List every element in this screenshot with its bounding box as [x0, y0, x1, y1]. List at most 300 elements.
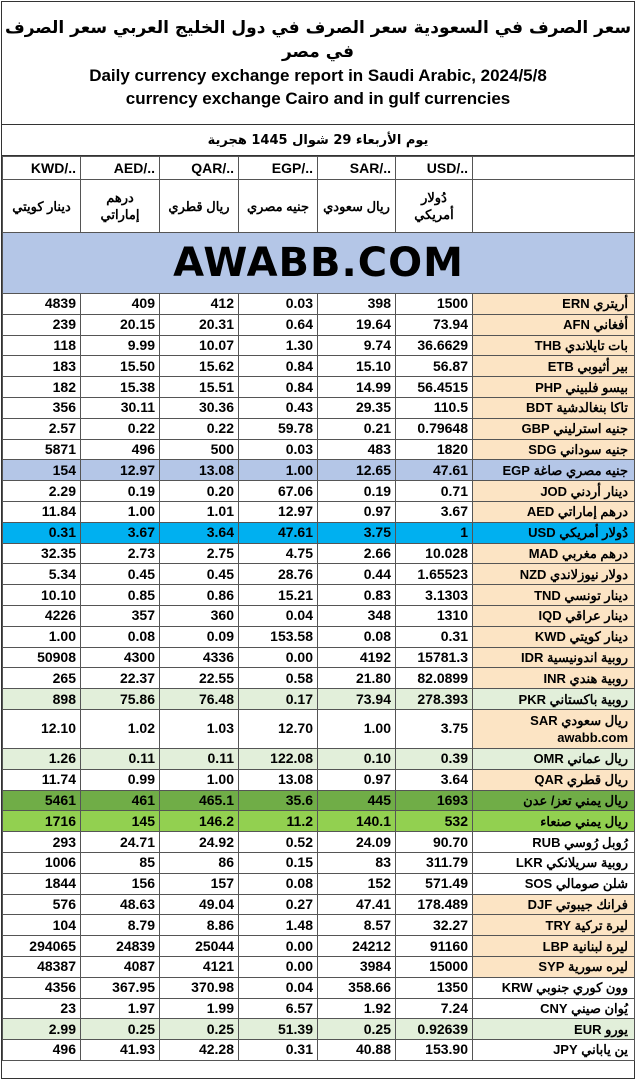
rate-cell-qar: 15.62 [160, 356, 239, 377]
rate-cell-kwd: 4356 [3, 977, 81, 998]
rate-cell-sar: 0.08 [318, 626, 396, 647]
rate-cell-qar: 10.07 [160, 335, 239, 356]
table-row [3, 709, 635, 748]
rate-cell-egp: 47.61 [239, 522, 318, 543]
rate-cell-usd: 311.79 [396, 852, 473, 873]
table-row [3, 605, 635, 626]
rate-cell-egp: 0.03 [239, 294, 318, 315]
rate-cell-usd: 0.92639 [396, 1019, 473, 1040]
table-row [3, 356, 635, 377]
currency-name: دينار كويتي KWD [473, 626, 635, 647]
rate-cell-aed: 0.85 [81, 585, 160, 606]
table-row [3, 811, 635, 832]
currency-name: روبية هندي INR [473, 668, 635, 689]
rate-cell-kwd: 239 [3, 314, 81, 335]
rate-cell-kwd: 1844 [3, 873, 81, 894]
rate-cell-egp: 1.00 [239, 460, 318, 481]
table-row [3, 769, 635, 790]
rate-cell-aed: 0.22 [81, 418, 160, 439]
rate-cell-egp: 13.08 [239, 769, 318, 790]
currency-name: ريال يمني تعز/ عدن [473, 790, 635, 811]
rate-cell-qar: 465.1 [160, 790, 239, 811]
rate-cell-usd: 1 [396, 522, 473, 543]
rate-cell-sar: 9.74 [318, 335, 396, 356]
rate-cell-kwd: 4226 [3, 605, 81, 626]
rate-cell-kwd: 576 [3, 894, 81, 915]
table-row [3, 689, 635, 710]
col-code-kwd: KWD/.. [3, 157, 81, 180]
rate-cell-kwd: 2.99 [3, 1019, 81, 1040]
rate-cell-aed: 1.02 [81, 709, 160, 748]
rate-cell-egp: 0.08 [239, 873, 318, 894]
report-title [2, 2, 634, 125]
rate-cell-qar: 4121 [160, 956, 239, 977]
currency-name: درهم مغربي MAD [473, 543, 635, 564]
rate-cell-usd: 1350 [396, 977, 473, 998]
rate-cell-egp: 153.58 [239, 626, 318, 647]
rate-cell-qar: 0.22 [160, 418, 239, 439]
rate-cell-qar: 24.92 [160, 832, 239, 853]
rate-cell-aed: 0.19 [81, 481, 160, 502]
rate-cell-egp: 1.48 [239, 915, 318, 936]
rate-cell-usd: 3.75 [396, 709, 473, 748]
rate-cell-sar: 398 [318, 294, 396, 315]
rate-cell-aed: 409 [81, 294, 160, 315]
currency-name: جنيه مصري صاغة EGP [473, 460, 635, 481]
rate-cell-qar: 22.55 [160, 668, 239, 689]
rate-cell-kwd: 183 [3, 356, 81, 377]
table-row [3, 377, 635, 398]
rate-cell-qar: 2.75 [160, 543, 239, 564]
table-row [3, 647, 635, 668]
currency-name: ريال سعودي SAR awabb.com [473, 709, 635, 748]
rate-cell-sar: 0.21 [318, 418, 396, 439]
col-name-blank [473, 180, 635, 233]
rate-cell-kwd: 265 [3, 668, 81, 689]
rate-cell-egp: 51.39 [239, 1019, 318, 1040]
rate-cell-egp: 0.43 [239, 397, 318, 418]
table-row [3, 956, 635, 977]
rate-cell-egp: 0.03 [239, 439, 318, 460]
rate-cell-sar: 0.83 [318, 585, 396, 606]
rate-cell-sar: 24.09 [318, 832, 396, 853]
rate-cell-qar: 1.00 [160, 769, 239, 790]
rate-cell-aed: 41.93 [81, 1040, 160, 1061]
rate-cell-kwd: 496 [3, 1040, 81, 1061]
table-row [3, 873, 635, 894]
rate-cell-usd: 178.489 [396, 894, 473, 915]
rate-cell-qar: 0.25 [160, 1019, 239, 1040]
table-row [3, 852, 635, 873]
rate-cell-kwd: 356 [3, 397, 81, 418]
rate-cell-sar: 24212 [318, 936, 396, 957]
rate-cell-qar: 30.36 [160, 397, 239, 418]
rate-cell-usd: 532 [396, 811, 473, 832]
table-row [3, 1019, 635, 1040]
rate-cell-kwd: 48387 [3, 956, 81, 977]
rate-cell-egp: 6.57 [239, 998, 318, 1019]
rate-cell-sar: 1.00 [318, 709, 396, 748]
rate-cell-kwd: 293 [3, 832, 81, 853]
rate-cell-usd: 0.79648 [396, 418, 473, 439]
rate-cell-sar: 152 [318, 873, 396, 894]
rate-cell-usd: 15781.3 [396, 647, 473, 668]
rate-cell-sar: 358.66 [318, 977, 396, 998]
currency-name: أفغاني AFN [473, 314, 635, 335]
title-english-line1: Daily currency exchange report in Saudi Arabic, 2024/5/8 [89, 66, 547, 85]
currency-name: يورو EUR [473, 1019, 635, 1040]
table-row [3, 439, 635, 460]
rate-cell-egp: 0.00 [239, 936, 318, 957]
rate-cell-egp: 0.15 [239, 852, 318, 873]
rate-cell-egp: 0.84 [239, 377, 318, 398]
rate-cell-aed: 4087 [81, 956, 160, 977]
rate-cell-qar: 42.28 [160, 1040, 239, 1061]
table-row [3, 294, 635, 315]
rate-cell-qar: 15.51 [160, 377, 239, 398]
rate-cell-usd: 278.393 [396, 689, 473, 710]
rate-cell-qar: 0.09 [160, 626, 239, 647]
rate-cell-usd: 15000 [396, 956, 473, 977]
rate-cell-qar: 0.11 [160, 748, 239, 769]
rate-cell-egp: 0.52 [239, 832, 318, 853]
rate-cell-sar: 0.19 [318, 481, 396, 502]
rate-cell-usd: 90.70 [396, 832, 473, 853]
banner-row [3, 233, 635, 294]
rate-cell-egp: 0.27 [239, 894, 318, 915]
rate-cell-usd: 10.028 [396, 543, 473, 564]
rate-cell-egp: 0.00 [239, 647, 318, 668]
table-row [3, 481, 635, 502]
currency-name: دينار تونسي TND [473, 585, 635, 606]
rate-cell-qar: 370.98 [160, 977, 239, 998]
rate-cell-sar: 73.94 [318, 689, 396, 710]
rates-table [2, 156, 635, 1061]
col-name-egp: جنيه مصري [239, 180, 318, 233]
rate-cell-usd: 56.4515 [396, 377, 473, 398]
rate-cell-qar: 76.48 [160, 689, 239, 710]
rate-cell-egp: 0.84 [239, 356, 318, 377]
col-code-sar: SAR/.. [318, 157, 396, 180]
currency-name: ليرة تركية TRY [473, 915, 635, 936]
rate-cell-sar: 1.92 [318, 998, 396, 1019]
col-name-sar: ريال سعودي [318, 180, 396, 233]
table-row [3, 832, 635, 853]
table-row [3, 977, 635, 998]
col-name-qar: ريال قطري [160, 180, 239, 233]
table-row [3, 564, 635, 585]
rate-cell-kwd: 5461 [3, 790, 81, 811]
rate-cell-egp: 0.04 [239, 605, 318, 626]
rate-cell-sar: 0.97 [318, 501, 396, 522]
currency-name: جنيه سوداني SDG [473, 439, 635, 460]
rate-cell-aed: 496 [81, 439, 160, 460]
rate-cell-kwd: 1716 [3, 811, 81, 832]
rate-cell-sar: 3.75 [318, 522, 396, 543]
currency-name: يُوان صيني CNY [473, 998, 635, 1019]
rate-cell-usd: 110.5 [396, 397, 473, 418]
title-english-line2: currency exchange Cairo and in gulf currencies [125, 89, 511, 108]
rate-cell-qar: 500 [160, 439, 239, 460]
rate-cell-aed: 75.86 [81, 689, 160, 710]
rate-cell-egp: 35.6 [239, 790, 318, 811]
rate-cell-qar: 49.04 [160, 894, 239, 915]
rate-cell-egp: 12.97 [239, 501, 318, 522]
rate-cell-qar: 0.20 [160, 481, 239, 502]
currency-name: ريال يمني صنعاء [473, 811, 635, 832]
rate-cell-aed: 30.11 [81, 397, 160, 418]
rate-cell-egp: 4.75 [239, 543, 318, 564]
rate-cell-sar: 47.41 [318, 894, 396, 915]
currency-name: درهم إماراتي AED [473, 501, 635, 522]
rate-cell-aed: 85 [81, 852, 160, 873]
rate-cell-sar: 483 [318, 439, 396, 460]
currency-name: بات تايلاندي THB [473, 335, 635, 356]
currency-name: بير أثيوبي ETB [473, 356, 635, 377]
rate-cell-egp: 12.70 [239, 709, 318, 748]
rate-cell-kwd: 2.57 [3, 418, 81, 439]
currency-name: دولار نيوزلاندي NZD [473, 564, 635, 585]
rate-cell-egp: 0.04 [239, 977, 318, 998]
rate-cell-qar: 360 [160, 605, 239, 626]
col-name-usd: دُولار أمريكي [396, 180, 473, 233]
rate-cell-qar: 412 [160, 294, 239, 315]
currency-name: بيسو فلبيني PHP [473, 377, 635, 398]
table-row [3, 915, 635, 936]
rate-cell-sar: 0.97 [318, 769, 396, 790]
rate-cell-egp: 0.17 [239, 689, 318, 710]
col-code-egp: EGP/.. [239, 157, 318, 180]
rate-cell-qar: 3.64 [160, 522, 239, 543]
rate-cell-usd: 1500 [396, 294, 473, 315]
rate-cell-qar: 25044 [160, 936, 239, 957]
header-names-row [3, 180, 635, 233]
col-name-aed: درهم إماراتي [81, 180, 160, 233]
rate-cell-kwd: 5.34 [3, 564, 81, 585]
rate-cell-egp: 59.78 [239, 418, 318, 439]
rate-cell-aed: 367.95 [81, 977, 160, 998]
table-row [3, 314, 635, 335]
rate-cell-kwd: 11.84 [3, 501, 81, 522]
rate-cell-aed: 145 [81, 811, 160, 832]
rate-cell-usd: 1693 [396, 790, 473, 811]
currency-name: شلن صومالي SOS [473, 873, 635, 894]
currency-name: ريال عماني OMR [473, 748, 635, 769]
table-row [3, 460, 635, 481]
rate-cell-qar: 8.86 [160, 915, 239, 936]
rate-cell-aed: 15.50 [81, 356, 160, 377]
currency-name: روبية سريلانكي LKR [473, 852, 635, 873]
rate-cell-usd: 3.1303 [396, 585, 473, 606]
rate-cell-egp: 122.08 [239, 748, 318, 769]
rate-cell-kwd: 4839 [3, 294, 81, 315]
rate-cell-sar: 445 [318, 790, 396, 811]
currency-name: روبية اندونيسية IDR [473, 647, 635, 668]
rate-cell-aed: 15.38 [81, 377, 160, 398]
rate-cell-kwd: 294065 [3, 936, 81, 957]
rate-cell-usd: 56.87 [396, 356, 473, 377]
rate-cell-kwd: 118 [3, 335, 81, 356]
rate-cell-qar: 157 [160, 873, 239, 894]
rate-cell-kwd: 1006 [3, 852, 81, 873]
rate-cell-usd: 32.27 [396, 915, 473, 936]
rate-cell-sar: 2.66 [318, 543, 396, 564]
rate-cell-usd: 1.65523 [396, 564, 473, 585]
rate-cell-qar: 1.99 [160, 998, 239, 1019]
rate-cell-sar: 15.10 [318, 356, 396, 377]
rate-cell-aed: 2.73 [81, 543, 160, 564]
rate-cell-kwd: 182 [3, 377, 81, 398]
currency-name: وون كوري جنوبي KRW [473, 977, 635, 998]
rate-cell-aed: 48.63 [81, 894, 160, 915]
rate-cell-kwd: 50908 [3, 647, 81, 668]
rate-cell-kwd: 0.31 [3, 522, 81, 543]
rate-cell-sar: 40.88 [318, 1040, 396, 1061]
col-code-aed: AED/.. [81, 157, 160, 180]
rate-cell-aed: 4300 [81, 647, 160, 668]
rate-cell-sar: 12.65 [318, 460, 396, 481]
table-row [3, 894, 635, 915]
rate-cell-usd: 3.64 [396, 769, 473, 790]
rate-cell-usd: 1310 [396, 605, 473, 626]
table-row [3, 585, 635, 606]
rate-cell-aed: 461 [81, 790, 160, 811]
rate-cell-usd: 36.6629 [396, 335, 473, 356]
rate-cell-sar: 0.25 [318, 1019, 396, 1040]
rate-cell-kwd: 1.26 [3, 748, 81, 769]
rate-cell-aed: 0.11 [81, 748, 160, 769]
rate-cell-kwd: 23 [3, 998, 81, 1019]
rate-cell-kwd: 898 [3, 689, 81, 710]
rate-cell-qar: 4336 [160, 647, 239, 668]
rate-cell-egp: 67.06 [239, 481, 318, 502]
rate-cell-aed: 24.71 [81, 832, 160, 853]
table-row [3, 335, 635, 356]
currency-name: تاكا بنغالدشية BDT [473, 397, 635, 418]
rate-cell-sar: 19.64 [318, 314, 396, 335]
rate-cell-sar: 140.1 [318, 811, 396, 832]
rate-cell-usd: 571.49 [396, 873, 473, 894]
currency-name: فرانك جيبوتي DJF [473, 894, 635, 915]
rate-cell-egp: 11.2 [239, 811, 318, 832]
rate-cell-aed: 9.99 [81, 335, 160, 356]
rate-cell-aed: 22.37 [81, 668, 160, 689]
rate-cell-usd: 73.94 [396, 314, 473, 335]
rate-cell-usd: 82.0899 [396, 668, 473, 689]
currency-name: دُولار أمريكي USD [473, 522, 635, 543]
rate-cell-aed: 8.79 [81, 915, 160, 936]
rate-cell-qar: 1.01 [160, 501, 239, 522]
rate-cell-qar: 13.08 [160, 460, 239, 481]
table-row [3, 397, 635, 418]
rate-cell-aed: 1.97 [81, 998, 160, 1019]
rate-cell-usd: 7.24 [396, 998, 473, 1019]
currency-name: أريتري ERN [473, 294, 635, 315]
rate-cell-qar: 20.31 [160, 314, 239, 335]
rate-cell-aed: 156 [81, 873, 160, 894]
rate-cell-usd: 47.61 [396, 460, 473, 481]
rate-cell-kwd: 11.74 [3, 769, 81, 790]
rate-cell-sar: 348 [318, 605, 396, 626]
rate-cell-kwd: 10.10 [3, 585, 81, 606]
table-row [3, 418, 635, 439]
rate-cell-sar: 0.44 [318, 564, 396, 585]
rate-cell-kwd: 32.35 [3, 543, 81, 564]
rate-cell-usd: 1820 [396, 439, 473, 460]
currency-name: دينار أردني JOD [473, 481, 635, 502]
rate-cell-kwd: 2.29 [3, 481, 81, 502]
rate-cell-sar: 21.80 [318, 668, 396, 689]
rate-cell-egp: 15.21 [239, 585, 318, 606]
currency-name: رُوبل رُوسي RUB [473, 832, 635, 853]
rate-cell-sar: 83 [318, 852, 396, 873]
table-row [3, 543, 635, 564]
rate-cell-aed: 0.08 [81, 626, 160, 647]
table-row [3, 998, 635, 1019]
table-row [3, 626, 635, 647]
table-row [3, 748, 635, 769]
currency-name: ريال قطري QAR [473, 769, 635, 790]
rate-cell-egp: 0.58 [239, 668, 318, 689]
rate-cell-kwd: 1.00 [3, 626, 81, 647]
date-line: يوم الأربعاء 29 شوال 1445 هجرية [2, 125, 634, 156]
rate-cell-egp: 0.64 [239, 314, 318, 335]
table-row [3, 501, 635, 522]
currency-name: ين ياباني JPY [473, 1040, 635, 1061]
rate-cell-aed: 1.00 [81, 501, 160, 522]
rate-cell-sar: 14.99 [318, 377, 396, 398]
header-codes-row [3, 157, 635, 180]
rate-cell-kwd: 104 [3, 915, 81, 936]
rate-cell-aed: 0.25 [81, 1019, 160, 1040]
title-arabic: سعر الصرف في السعودية سعر الصرف في دول الخليج العربي سعر الصرف في مصر [4, 18, 632, 62]
rate-cell-usd: 0.39 [396, 748, 473, 769]
rate-cell-sar: 29.35 [318, 397, 396, 418]
table-row [3, 668, 635, 689]
rate-cell-usd: 0.71 [396, 481, 473, 502]
table-row [3, 1040, 635, 1061]
rate-cell-qar: 146.2 [160, 811, 239, 832]
rate-cell-aed: 357 [81, 605, 160, 626]
rate-cell-aed: 24839 [81, 936, 160, 957]
rate-cell-usd: 3.67 [396, 501, 473, 522]
table-row [3, 790, 635, 811]
rate-cell-egp: 28.76 [239, 564, 318, 585]
site-banner: AWABB.COM [3, 233, 635, 294]
rate-cell-usd: 91160 [396, 936, 473, 957]
currency-name: ليره سورية SYP [473, 956, 635, 977]
rate-cell-kwd: 12.10 [3, 709, 81, 748]
currency-name: دينار عراقي IQD [473, 605, 635, 626]
rate-cell-aed: 20.15 [81, 314, 160, 335]
rate-cell-sar: 3984 [318, 956, 396, 977]
rate-cell-aed: 0.45 [81, 564, 160, 585]
rates-body [3, 294, 635, 1061]
rate-cell-qar: 0.86 [160, 585, 239, 606]
rate-cell-qar: 1.03 [160, 709, 239, 748]
rate-cell-kwd: 154 [3, 460, 81, 481]
rate-cell-qar: 0.45 [160, 564, 239, 585]
rate-cell-qar: 86 [160, 852, 239, 873]
rate-cell-egp: 0.31 [239, 1040, 318, 1061]
rate-cell-sar: 4192 [318, 647, 396, 668]
rate-cell-sar: 0.10 [318, 748, 396, 769]
rate-cell-usd: 153.90 [396, 1040, 473, 1061]
rate-cell-aed: 3.67 [81, 522, 160, 543]
rate-cell-egp: 0.00 [239, 956, 318, 977]
col-name-kwd: دينار كويتي [3, 180, 81, 233]
col-code-blank [473, 157, 635, 180]
